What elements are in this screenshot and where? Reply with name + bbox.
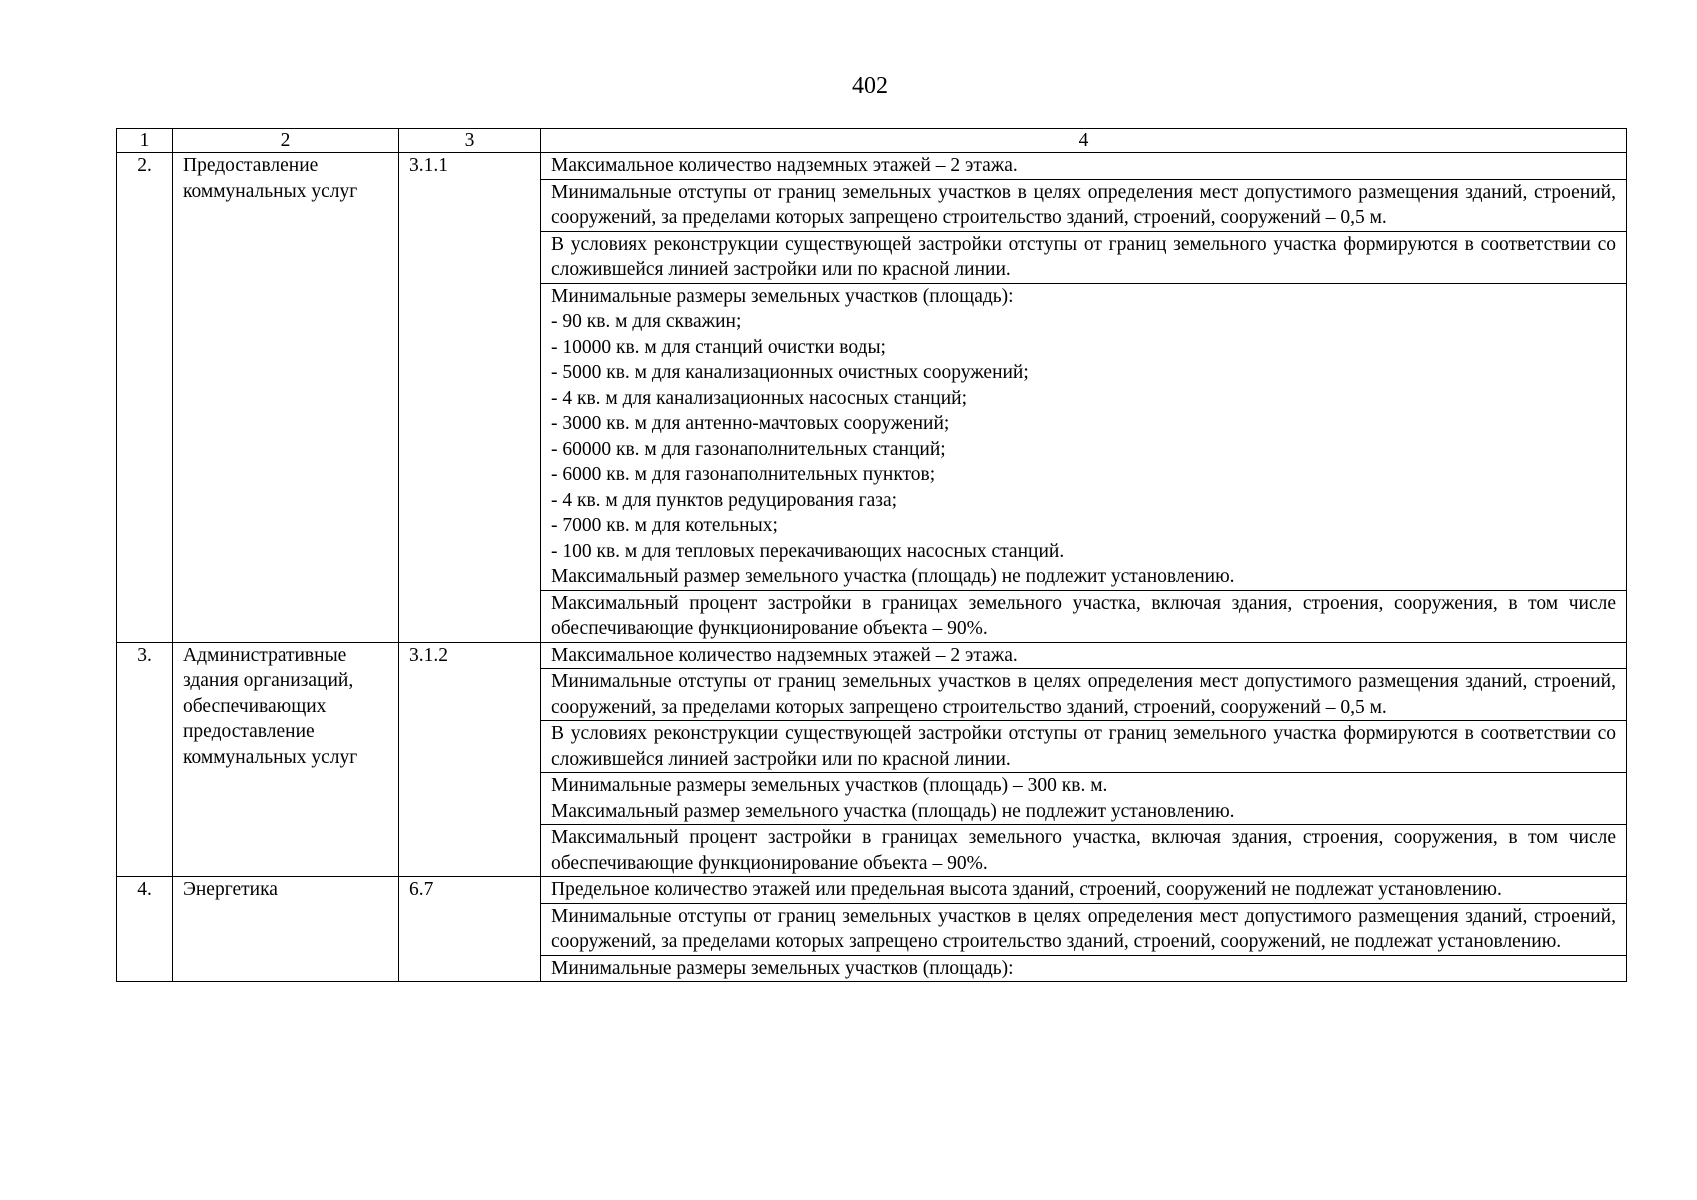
use-name: Административные здания организаций, обеспечивающих предоставление коммунальных услуг <box>173 642 399 877</box>
page-number: 402 <box>852 73 888 99</box>
parameter-line: - 90 кв. м для скважин; <box>551 311 742 332</box>
parameter-line: - 60000 кв. м для газонаполнительных станций; <box>551 438 946 460</box>
use-name: Предоставление коммунальных услуг <box>173 153 399 643</box>
parameter-cell <box>541 773 1627 825</box>
use-name: Энергетика <box>173 877 399 982</box>
parameter-cell: Максимальный процент застройки в границах земельного участка, включая здания, строения, сооружения, в том числе обеспечивающие функционирование объекта – 90%. <box>541 825 1627 877</box>
table-row <box>117 642 1627 669</box>
row-number: 3. <box>117 642 173 877</box>
use-code: 3.1.2 <box>399 642 541 877</box>
parameter-line: - 3000 кв. м для антенно-мачтовых сооружений; <box>551 413 950 434</box>
parameter-cell: Предельное количество этажей или предельная высота зданий, строений, сооружений не подлежат установлению. <box>541 877 1627 904</box>
header-row <box>117 129 1627 153</box>
parameter-cell: Минимальные отступы от границ земельных участков в целях определения мест допустимого размещения зданий, строений, сооружений, за пределами которых запрещено строительство зданий, строений, сооружений – 0,5 м. <box>541 669 1627 721</box>
parameter-line: - 7000 кв. м для котельных; <box>551 515 778 536</box>
parameter-line: - 6000 кв. м для газонаполнительных пунктов; <box>551 464 936 485</box>
parameter-line: Максимальный размер земельного участка (площадь) не подлежит установлению. <box>551 800 1235 822</box>
parameter-cell: В условиях реконструкции существующей застройки отступы от границ земельного участка формируются в соответствии со сложившейся линией застройки или по красной линии. <box>541 721 1627 773</box>
parameter-line: - 4 кв. м для пунктов редуцирования газа; <box>551 489 898 511</box>
header-cell-4: 4 <box>541 129 1627 153</box>
parameter-cell: Максимальный процент застройки в границах земельного участка, включая здания, строения, сооружения, в том числе обеспечивающие функционирование объекта – 90%. <box>541 590 1627 642</box>
parameter-line: - 100 кв. м для тепловых перекачивающих насосных станций. <box>551 540 1065 562</box>
parameter-cell: Максимальное количество надземных этажей – 2 этажа. <box>541 642 1627 669</box>
use-code: 3.1.1 <box>399 153 541 643</box>
header-cell-2: 2 <box>173 129 399 153</box>
header-cell-1: 1 <box>117 129 173 153</box>
zoning-table <box>116 128 1627 982</box>
table-row <box>117 877 1627 904</box>
parameter-cell: Минимальные отступы от границ земельных участков в целях определения мест допустимого размещения зданий, строений, сооружений, за пределами которых запрещено строительство зданий, строений, сооружений – 0,5 м. <box>541 179 1627 231</box>
table-body <box>117 129 1627 982</box>
parameter-line: - 5000 кв. м для канализационных очистных сооружений; <box>551 362 1029 383</box>
row-number: 4. <box>117 877 173 982</box>
parameter-line: - 10000 кв. м для станций очистки воды; <box>551 336 886 358</box>
row-number: 2. <box>117 153 173 643</box>
parameter-cell <box>541 283 1627 590</box>
parameter-cell: Минимальные размеры земельных участков (площадь): <box>541 955 1627 982</box>
parameter-line: Минимальные размеры земельных участков (площадь): <box>551 285 1014 307</box>
parameter-line: Максимальный размер земельного участка (площадь) не подлежит установлению. <box>551 566 1235 587</box>
parameter-cell: Минимальные отступы от границ земельных участков в целях определения мест допустимого размещения зданий, строений, сооружений, за пределами которых запрещено строительство зданий, строений, сооружений, не подлежат установлению. <box>541 903 1627 955</box>
header-cell-3: 3 <box>399 129 541 153</box>
table-row <box>117 153 1627 180</box>
use-code: 6.7 <box>399 877 541 982</box>
parameter-line: - 4 кв. м для канализационных насосных станций; <box>551 387 968 409</box>
parameter-cell: Максимальное количество надземных этажей – 2 этажа. <box>541 153 1627 180</box>
parameter-line: Минимальные размеры земельных участков (площадь) – 300 кв. м. <box>551 775 1108 796</box>
parameter-cell: В условиях реконструкции существующей застройки отступы от границ земельного участка формируются в соответствии со сложившейся линией застройки или по красной линии. <box>541 231 1627 283</box>
